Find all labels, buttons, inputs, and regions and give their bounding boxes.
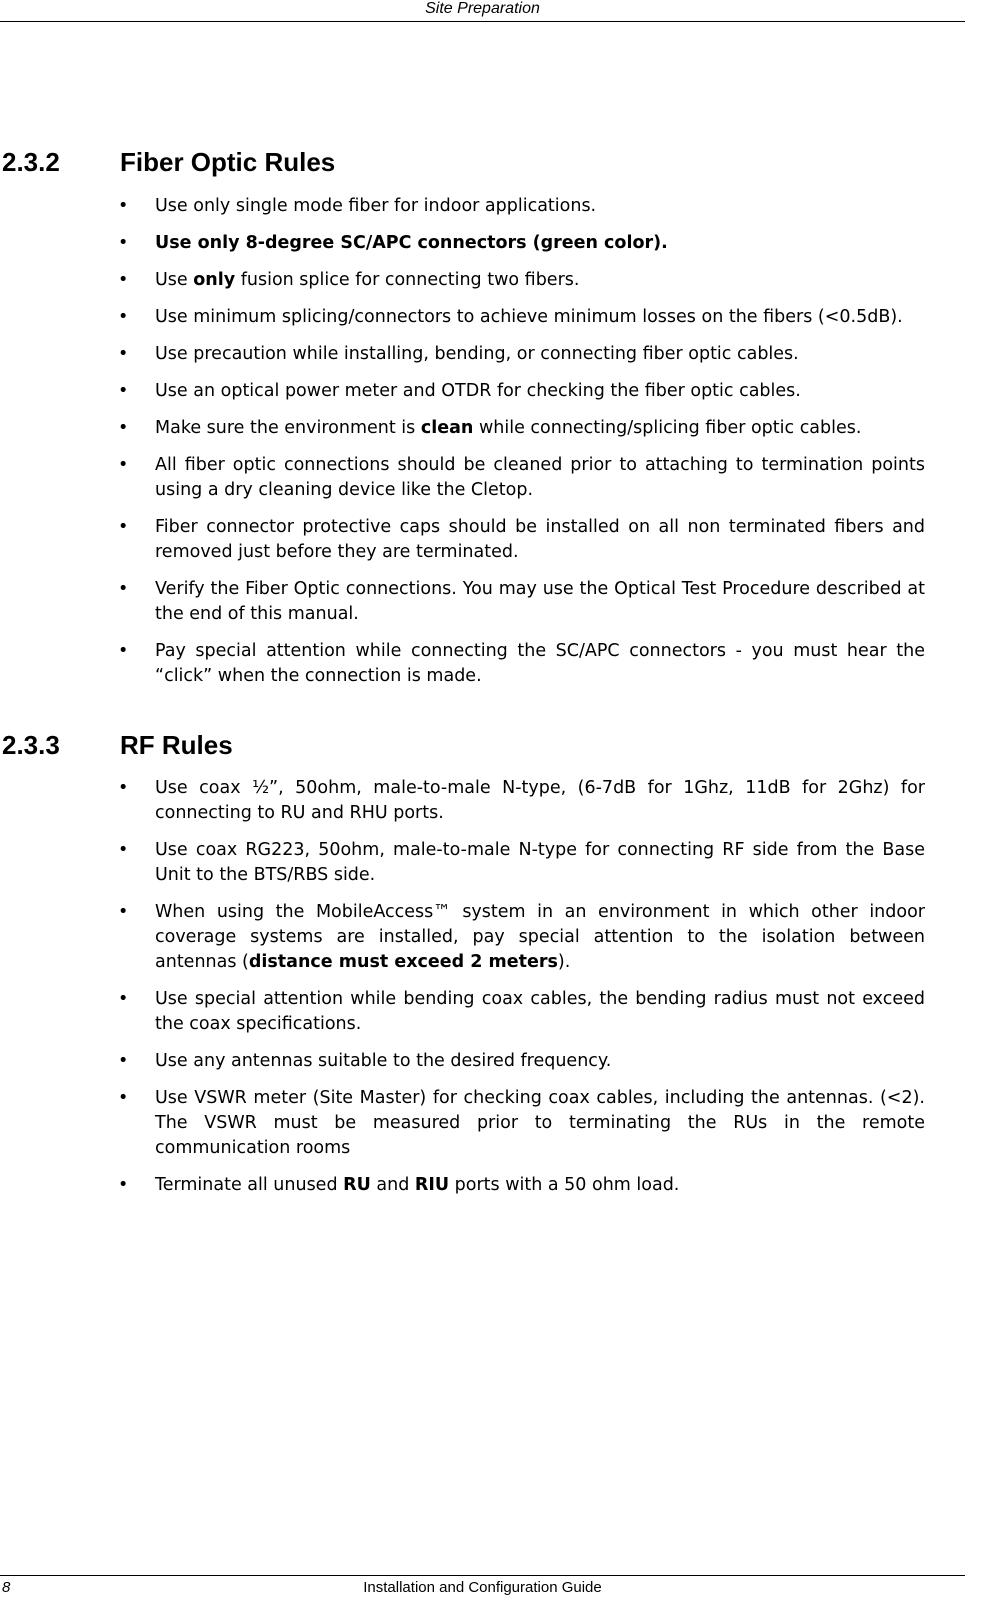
page-number: 8: [2, 1579, 11, 1596]
text-segment: Terminate all unused: [155, 1175, 344, 1195]
text-segment: Use any antennas suitable to the desired frequency.: [155, 1051, 612, 1071]
text-segment: Use minimum splicing/connectors to achieve minimum losses on the fibers (<0.5dB).: [155, 307, 903, 327]
list-item: [0, 515, 925, 565]
bold-text: RU: [343, 1175, 371, 1195]
list-item: [0, 900, 925, 975]
bullet-icon: •: [118, 270, 129, 290]
bullet-icon: •: [118, 233, 129, 253]
bullet-icon: •: [118, 1175, 129, 1195]
text-segment: ).: [557, 952, 571, 972]
bullet-icon: •: [118, 902, 129, 922]
list-item: [0, 231, 925, 256]
page-header: [0, 0, 965, 22]
text-segment: Make sure the environment is: [155, 418, 421, 438]
list-item: [0, 838, 925, 888]
text-segment: Use VSWR meter (Site Master) for checking coax cables, including the antennas. (<2). The VSWR must be measured prior to terminating the RUs in the remote communication rooms: [155, 1088, 925, 1158]
bold-text: distance must exceed 2 meters: [248, 952, 558, 972]
list-item: [0, 342, 925, 367]
bullet-icon: •: [118, 641, 129, 661]
text-segment: Use coax ½”, 50ohm, male-to-male N-type, (6-7dB for 1Ghz, 11dB for 2Ghz) for connecting to RU and RHU ports.: [155, 778, 925, 823]
list-item: [0, 1049, 925, 1074]
section-title: RF Rules: [120, 730, 233, 760]
bold-text: only: [193, 270, 236, 290]
list-item: [0, 305, 925, 330]
bold-text: RIU: [414, 1175, 450, 1195]
text-segment: When using the MobileAccess™ system in an environment in which other indoor coverage systems are installed, pay special attention to the isolation between antennas (: [155, 902, 925, 972]
text-segment: Fiber connector protective caps should be installed on all non terminated fibers and removed just before they are terminated.: [155, 517, 925, 562]
rf-rules-list: [0, 776, 965, 1210]
page-header-title: Site Preparation: [425, 0, 540, 17]
section-heading-rf-rules: [2, 730, 233, 760]
text-segment: Use special attention while bending coax cables, the bending radius must not exceed the coax specifications.: [155, 989, 925, 1034]
text-segment: Use an optical power meter and OTDR for checking the fiber optic cables.: [155, 381, 801, 401]
text-segment: ports with a 50 ohm load.: [449, 1175, 680, 1195]
list-item: [0, 416, 925, 441]
list-item: [0, 1086, 925, 1161]
bullet-icon: •: [118, 418, 129, 438]
bold-text: Use only 8-degree SC/APC connectors (green color).: [155, 233, 668, 253]
bullet-icon: •: [118, 1051, 129, 1071]
bullet-icon: •: [118, 989, 129, 1009]
text-segment: while connecting/splicing fiber optic cables.: [473, 418, 862, 438]
text-segment: Pay special attention while connecting the SC/APC connectors - you must hear the “click” when the connection is made.: [155, 641, 925, 686]
section-number: 2.3.2: [2, 147, 60, 177]
section-number: 2.3.3: [2, 730, 60, 760]
list-item: [0, 776, 925, 826]
section-title: Fiber Optic Rules: [120, 147, 336, 177]
list-item: [0, 453, 925, 503]
bullet-icon: •: [118, 579, 129, 599]
list-item: [0, 268, 925, 293]
list-item: [0, 639, 925, 689]
list-item: [0, 1173, 925, 1198]
text-segment: All fiber optic connections should be cleaned prior to attaching to termination points using a dry cleaning device like the Cletop.: [155, 455, 925, 500]
bullet-icon: •: [118, 1088, 129, 1108]
list-item: [0, 379, 925, 404]
page-footer: [0, 1575, 965, 1602]
bullet-icon: •: [118, 344, 129, 364]
bullet-icon: •: [118, 455, 129, 475]
list-item: [0, 987, 925, 1037]
bold-text: clean: [420, 418, 474, 438]
text-segment: Use: [155, 270, 194, 290]
bullet-icon: •: [118, 307, 129, 327]
list-item: [0, 577, 925, 627]
section-heading-fiber-optic-rules: [2, 147, 335, 177]
text-segment: Verify the Fiber Optic connections. You may use the Optical Test Procedure described at the end of this manual.: [155, 579, 925, 624]
text-segment: Use coax RG223, 50ohm, male-to-male N-type for connecting RF side from the Base Unit to the BTS/RBS side.: [155, 840, 925, 885]
text-segment: fusion splice for connecting two fibers.: [235, 270, 580, 290]
fiber-optic-rules-list: [0, 194, 965, 701]
text-segment: Use precaution while installing, bending, or connecting fiber optic cables.: [155, 344, 799, 364]
footer-title: Installation and Configuration Guide: [363, 1579, 602, 1596]
bullet-icon: •: [118, 517, 129, 537]
list-item: [0, 194, 925, 219]
bullet-icon: •: [118, 381, 129, 401]
bullet-icon: •: [118, 196, 129, 216]
text-segment: and: [370, 1175, 415, 1195]
text-segment: Use only single mode fiber for indoor applications.: [155, 196, 597, 216]
bullet-icon: •: [118, 840, 129, 860]
bullet-icon: •: [118, 778, 129, 798]
